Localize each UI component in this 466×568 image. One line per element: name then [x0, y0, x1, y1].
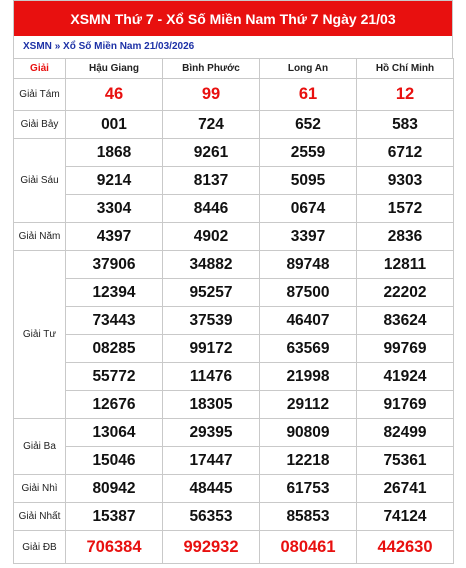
prize-number: 34882 [163, 251, 260, 279]
prize-label: Giải Sáu [14, 139, 66, 223]
prize-row-giai-tu [14, 363, 454, 391]
prize-number: 9261 [163, 139, 260, 167]
prize-number: 83624 [357, 307, 454, 335]
prize-row-giai-sau [14, 139, 454, 167]
prize-row-giai-sau [14, 195, 454, 223]
jackpot-number: 706384 [66, 531, 163, 564]
prize-row-giai-tu [14, 307, 454, 335]
column-header-province[interactable]: Hậu Giang [66, 59, 163, 79]
results-container [13, 0, 453, 568]
prize-row-giai-tam [14, 79, 454, 111]
prize-label: Giải Nhì [14, 475, 66, 503]
prize-number: 13064 [66, 419, 163, 447]
prize-number: 21998 [260, 363, 357, 391]
prize-number: 3397 [260, 223, 357, 251]
prize-row-giai-tu [14, 251, 454, 279]
prize-number: 12676 [66, 391, 163, 419]
prize-number: 724 [163, 111, 260, 139]
column-header-province[interactable]: Long An [260, 59, 357, 79]
prize-number: 1868 [66, 139, 163, 167]
prize-row-giai-tu [14, 335, 454, 363]
breadcrumb-separator: » [54, 41, 61, 52]
prize-number: 95257 [163, 279, 260, 307]
prize-number: 90809 [260, 419, 357, 447]
prize-number: 3304 [66, 195, 163, 223]
breadcrumb-current-link[interactable]: Xổ Số Miền Nam 21/03/2026 [63, 41, 195, 52]
prize-number: 26741 [357, 475, 454, 503]
prize-row-giai-sau [14, 167, 454, 195]
prize-number: 5095 [260, 167, 357, 195]
prize-number: 82499 [357, 419, 454, 447]
prize-number: 89748 [260, 251, 357, 279]
prize-label: Giải ĐB [14, 531, 66, 564]
prize-label: Giải Nhất [14, 503, 66, 531]
prize-number: 55772 [66, 363, 163, 391]
prize-number: 4902 [163, 223, 260, 251]
prize-number: 08285 [66, 335, 163, 363]
results-table [13, 58, 454, 564]
prize-number: 15387 [66, 503, 163, 531]
prize-number: 99769 [357, 335, 454, 363]
page-title: XSMN Thứ 7 - Xổ Số Miền Nam Thứ 7 Ngày 21/03 [13, 0, 453, 36]
prize-number: 12811 [357, 251, 454, 279]
prize-number: 001 [66, 111, 163, 139]
prize-number: 61753 [260, 475, 357, 503]
column-header-province[interactable]: Hồ Chí Minh [357, 59, 454, 79]
prize-row-giai-nhat [14, 503, 454, 531]
prize-row-giai-nam [14, 223, 454, 251]
prize-number: 48445 [163, 475, 260, 503]
prize-label: Giải Ba [14, 419, 66, 475]
prize-row-giai-ba [14, 419, 454, 447]
prize-number: 17447 [163, 447, 260, 475]
prize-number: 61 [260, 79, 357, 111]
prize-number: 9214 [66, 167, 163, 195]
prize-number: 12394 [66, 279, 163, 307]
prize-number: 15046 [66, 447, 163, 475]
breadcrumb-home-link[interactable]: XSMN [23, 41, 52, 52]
column-header-giai: Giải [14, 59, 66, 79]
prize-label: Giải Năm [14, 223, 66, 251]
prize-number: 29112 [260, 391, 357, 419]
prize-label: Giải Bảy [14, 111, 66, 139]
prize-number: 99172 [163, 335, 260, 363]
prize-number: 74124 [357, 503, 454, 531]
prize-number: 18305 [163, 391, 260, 419]
prize-number: 80942 [66, 475, 163, 503]
jackpot-number: 442630 [357, 531, 454, 564]
prize-number: 46 [66, 79, 163, 111]
prize-number: 11476 [163, 363, 260, 391]
prize-number: 56353 [163, 503, 260, 531]
prize-number: 12 [357, 79, 454, 111]
prize-number: 8446 [163, 195, 260, 223]
jackpot-number: 992932 [163, 531, 260, 564]
column-header-province[interactable]: Bình Phước [163, 59, 260, 79]
prize-number: 12218 [260, 447, 357, 475]
prize-number: 22202 [357, 279, 454, 307]
prize-number: 91769 [357, 391, 454, 419]
prize-number: 75361 [357, 447, 454, 475]
prize-number: 2836 [357, 223, 454, 251]
prize-number: 87500 [260, 279, 357, 307]
prize-number: 0674 [260, 195, 357, 223]
prize-number: 6712 [357, 139, 454, 167]
prize-number: 37906 [66, 251, 163, 279]
prize-row-giai-db [14, 531, 454, 564]
prize-label: Giải Tám [14, 79, 66, 111]
prize-number: 583 [357, 111, 454, 139]
prize-number: 37539 [163, 307, 260, 335]
prize-number: 4397 [66, 223, 163, 251]
jackpot-number: 080461 [260, 531, 357, 564]
prize-number: 652 [260, 111, 357, 139]
prize-number: 63569 [260, 335, 357, 363]
prize-row-giai-tu [14, 279, 454, 307]
prize-number: 46407 [260, 307, 357, 335]
prize-number: 85853 [260, 503, 357, 531]
prize-number: 41924 [357, 363, 454, 391]
prize-number: 73443 [66, 307, 163, 335]
prize-number: 2559 [260, 139, 357, 167]
prize-label: Giải Tư [14, 251, 66, 419]
prize-number: 29395 [163, 419, 260, 447]
prize-row-giai-nhi [14, 475, 454, 503]
prize-number: 99 [163, 79, 260, 111]
prize-row-giai-ba [14, 447, 454, 475]
prize-number: 9303 [357, 167, 454, 195]
breadcrumb [13, 36, 453, 58]
prize-row-giai-tu [14, 391, 454, 419]
prize-number: 8137 [163, 167, 260, 195]
prize-number: 1572 [357, 195, 454, 223]
prize-row-giai-bay [14, 111, 454, 139]
